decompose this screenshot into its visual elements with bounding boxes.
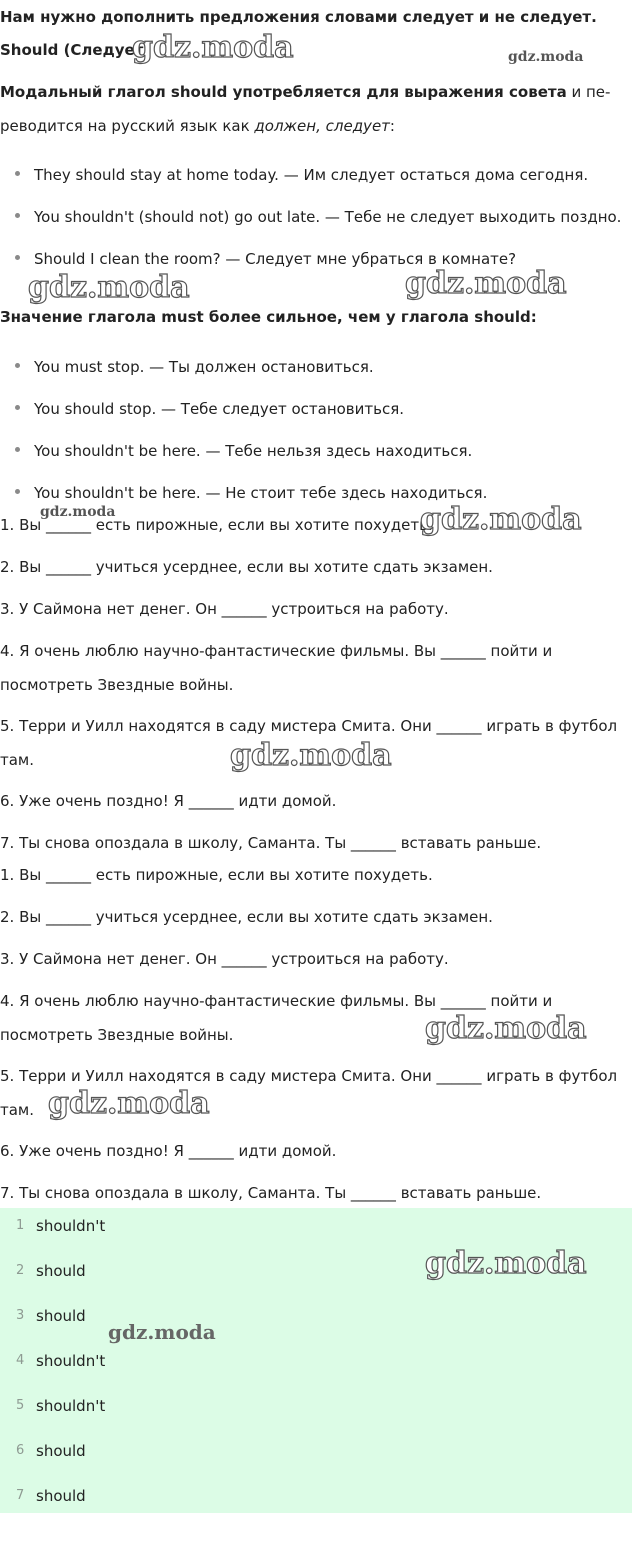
exercise-line: 6. Уже очень поздно! Я ______ идти домой. (0, 1142, 337, 1160)
exercise-line: 3. У Саймона нет денег. Он ______ устроиться на работу. (0, 600, 449, 618)
answer-text: shouldn't (36, 1352, 106, 1370)
bullet-icon (15, 489, 20, 494)
example-text: You shouldn't (should not) go out late. — Тебе не следует выходить поздно. (34, 208, 622, 226)
example-text: You must stop. — Ты должен остановиться. (34, 358, 374, 376)
list-item (15, 483, 487, 503)
exercise-line: 5. Терри и Уилл находятся в саду мистера Смита. Они ______ играть в футбол (0, 717, 618, 735)
exercise-line: 2. Вы ______ учиться усерднее, если вы хотите сдать экзамен. (0, 558, 493, 576)
bullet-icon (15, 255, 20, 260)
modal-line2-end: : (389, 117, 395, 135)
exercise-line: 1. Вы ______ есть пирожные, если вы хотите похудеть. (0, 866, 433, 884)
modal-description-line1 (0, 82, 610, 102)
exercise-line: там. (0, 751, 35, 769)
watermark: gdz.moda (425, 1246, 587, 1281)
answer-text: should (36, 1442, 86, 1460)
exercise-line: посмотреть Звездные войны. (0, 1026, 234, 1044)
answer-number: 1 (16, 1218, 25, 1233)
modal-line2-start: реводится на русский язык как (0, 117, 255, 135)
answer-number: 3 (16, 1308, 25, 1323)
answer-number: 5 (16, 1398, 25, 1413)
answer-number: 4 (16, 1353, 25, 1368)
watermark: gdz.moda (420, 502, 582, 537)
should-heading: Should (Следует) (0, 41, 151, 59)
example-text: You shouldn't be here. — Тебе нельзя здесь находиться. (34, 442, 473, 460)
answer-number: 6 (16, 1443, 25, 1458)
watermark: gdz.moda (508, 49, 584, 65)
example-text: They should stay at home today. — Им следует остаться дома сегодня. (34, 166, 589, 184)
exercise-line: 1. Вы ______ есть пирожные, если вы хотите похудеть. (0, 516, 433, 534)
task-instruction: Нам нужно дополнить предложения словами следует и не следует. (0, 8, 597, 26)
modal-description-rest: и пе- (566, 83, 611, 101)
exercise-line: там. (0, 1101, 35, 1119)
bullet-icon (15, 447, 20, 452)
answer-text: should (36, 1262, 86, 1280)
bullet-icon (15, 213, 20, 218)
answer-number: 2 (16, 1263, 25, 1278)
watermark: gdz.moda (40, 504, 116, 520)
example-text: Should I clean the room? — Следует мне убраться в комнате? (34, 250, 517, 268)
list-item (15, 357, 374, 377)
answer-text: should (36, 1307, 86, 1325)
list-item (15, 441, 472, 461)
example-text: You shouldn't be here. — Не стоит тебе здесь находиться. (34, 484, 488, 502)
list-item (15, 399, 404, 419)
bullet-icon (15, 405, 20, 410)
exercise-line: 7. Ты снова опоздала в школу, Саманта. Ты ______ вставать раньше. (0, 834, 542, 852)
exercise-line: 4. Я очень люблю научно-фантастические фильмы. Вы ______ пойти и (0, 642, 553, 660)
watermark: gdz.moda (132, 30, 294, 65)
exercise-line: 2. Вы ______ учиться усерднее, если вы хотите сдать экзамен. (0, 908, 493, 926)
watermark: gdz.moda (405, 266, 567, 301)
exercise-line: 4. Я очень люблю научно-фантастические фильмы. Вы ______ пойти и (0, 992, 553, 1010)
exercise-line: посмотреть Звездные войны. (0, 676, 234, 694)
must-heading: Значение глагола must более сильное, чем у глагола should: (0, 308, 537, 326)
watermark: gdz.moda (108, 1320, 216, 1344)
list-item (15, 165, 588, 185)
exercise-line: 7. Ты снова опоздала в школу, Саманта. Ты ______ вставать раньше. (0, 1184, 542, 1202)
watermark: gdz.moda (230, 738, 392, 773)
answer-number: 7 (16, 1488, 25, 1503)
bullet-icon (15, 171, 20, 176)
exercise-line: 5. Терри и Уилл находятся в саду мистера Смита. Они ______ играть в футбол (0, 1067, 618, 1085)
bullet-icon (15, 363, 20, 368)
exercise-line: 3. У Саймона нет денег. Он ______ устроиться на работу. (0, 950, 449, 968)
example-text: You should stop. — Тебе следует остановиться. (34, 400, 405, 418)
watermark: gdz.moda (48, 1086, 210, 1121)
exercise-line: 6. Уже очень поздно! Я ______ идти домой. (0, 792, 337, 810)
modal-description-line2 (0, 116, 395, 136)
modal-description-bold: Модальный глагол should употребляется для выражения совета (0, 83, 567, 101)
watermark: gdz.moda (425, 1011, 587, 1046)
watermark: gdz.moda (28, 270, 190, 305)
answer-text: shouldn't (36, 1217, 106, 1235)
answer-text: should (36, 1487, 86, 1505)
modal-line2-italic: должен, следует (254, 117, 390, 135)
answer-text: shouldn't (36, 1397, 106, 1415)
list-item (15, 207, 621, 227)
